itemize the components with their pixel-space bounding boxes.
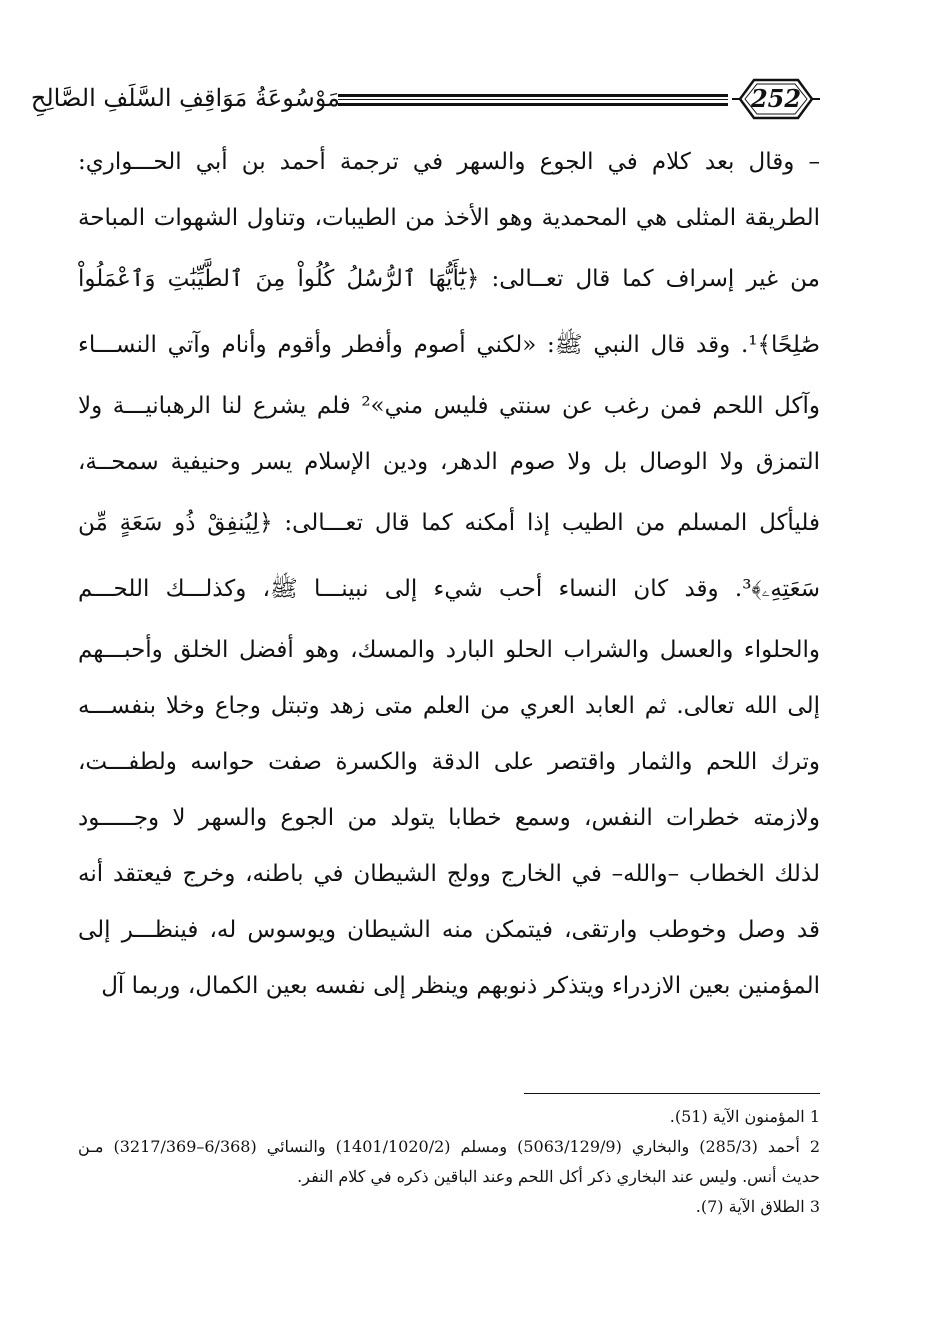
text-line: التمزق ولا الوصال بل ولا صوم الدهر، ودين الإسلام يسر وحنيفية سمحــة، [78,449,820,475]
text-line: وترك اللحم والثمار واقتصر على الدقة والكسرة صفت حواسه ولطفـــت، [78,749,820,775]
footnotes [78,1102,820,1222]
footnote-divider [524,1093,820,1094]
text-line: الطريقة المثلى هي المحمدية وهو الأخذ من الطيبات، وتناول الشهوات المباحة [78,205,820,231]
text-line: فليأكل المسلم من الطيب إذا أمكنه كما قال تعـــالى: ﴿لِيُنفِقْ ذُو سَعَةٍ مِّن [78,510,820,536]
text-line: سَعَتِهِۦ﴾³. وقد كان النساء أحب شيء إلى نبينـــا ﷺ، وكذلـــك اللحـــم [78,576,820,602]
text-line: ولازمته خطرات النفس، وسمع خطابا يتولد من الجوع والسهر لا وجـــــود [78,805,820,831]
footnote-2-continued: حديث أنس. وليس عند البخاري ذكر أكل اللحم وعند الباقين ذكره في كلام النفر. [297,1167,820,1186]
text-line: إلى الله تعالى. ثم العابد العري من العلم متى زهد وتبتل وجاع وخلا بنفســـه [78,693,820,719]
text-line: والحلواء والعسل والشراب الحلو البارد والمسك، وهو أفضل الخلق وأحبـــهم [78,637,820,663]
text-line: من غير إسراف كما قال تعــالى: ﴿يَٰٓأَيُّهَا ٱلرُّسُلُ كُلُواْ مِنَ ٱلطَّيِّبَٰتِ وَٱعْمَلُواْ [78,266,820,292]
page-number-badge [732,76,820,122]
footnote-3: 3 الطلاق الآية (7). [695,1197,820,1216]
text-line: صَٰلِحًا﴾¹. وقد قال النبي ﷺ: «لكني أصوم وأفطر وأقوم وأنام وآتي النســـاء [78,332,820,358]
text-line: لذلك الخطاب –والله– في الخارج وولج الشيطان في باطنه، وخرج فيعتقد أنه [78,861,820,887]
page-number: 252 [750,84,802,113]
text-line: قد وصل وخوطب وارتقى، فيتمكن منه الشيطان ويوسوس له، فينظـــر إلى [78,917,820,943]
text-line: وآكل اللحم فمن رغب عن سنتي فليس مني»² فلم يشرع لنا الرهبانيـــة ولا [78,393,820,419]
book-title: مَوْسُوعَةُ مَوَاقِفِ السَّلَفِ الصَّالِحِ [30,84,340,112]
main-text [78,134,820,1014]
footnote-2: 2 أحمد (285/3) والبخاري (5063/129/9) ومسلم (1401/1020/2) والنسائي (6/368–3217/369) مـن [78,1137,820,1156]
header-rule [338,94,728,106]
page-header [30,72,820,128]
footnote-1: 1 المؤمنون الآية (51). [669,1107,820,1126]
text-line: – وقال بعد كلام في الجوع والسهر في ترجمة أحمد بن أبي الحـــواري: [78,149,820,175]
text-line: المؤمنين بعين الازدراء ويتذكر ذنوبهم وينظر إلى نفسه بعين الكمال، وربما آل [101,973,820,999]
